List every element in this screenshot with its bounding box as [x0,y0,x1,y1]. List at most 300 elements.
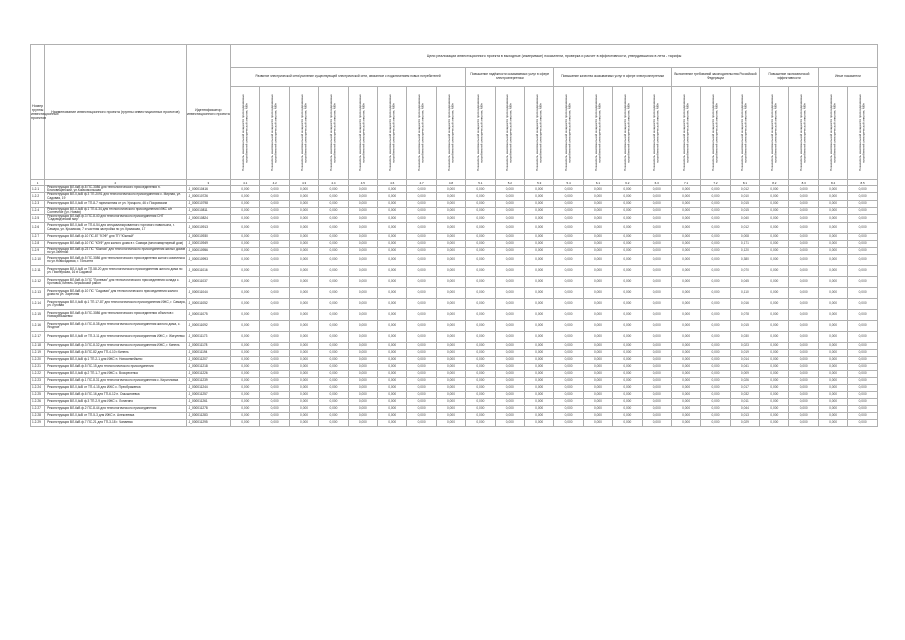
indicator-value: 0,000 [554,378,583,385]
indicator-value: 0,000 [348,233,377,240]
indicator-value: 0,000 [260,413,289,420]
indicator-value: 0,000 [436,200,465,207]
indicator-value: 0,000 [495,413,524,420]
indicator-value: 0,000 [231,222,260,233]
indicator-value: 0,000 [348,240,377,247]
indicator-value: 0,000 [378,413,407,420]
row-index: 1.2.4 [31,207,45,214]
indicator-value: 0,000 [289,371,318,378]
project-name: Реконструкция ВЛ-0,4кВ от ТП-3-11 для технологического присоединения ИЖС, г. Жигулевск [45,332,186,343]
indicator-header-text: Показатель максимальной мощности присоединяемых потребителей электрической энергии, МВт [828,94,837,172]
indicator-value: 0,000 [231,255,260,266]
table-row [31,321,878,332]
project-id: J_000011261 [186,399,230,406]
column-number: 7.2 [701,180,730,186]
indicator-value: 0,000 [348,321,377,332]
indicator-value: 0,000 [642,378,671,385]
indicator-value: 0,000 [231,233,260,240]
row-index: 1.2.7 [31,233,45,240]
indicator-value: 0,000 [701,332,730,343]
indicator-value: 0,000 [760,420,789,427]
indicator-value: 0,000 [319,332,348,343]
column-number: 8.1 [730,180,759,186]
indicator-value: 0,000 [407,332,436,343]
indicator-header [319,87,348,180]
indicator-value: 0,000 [466,364,495,371]
indicator-value: 0,000 [436,392,465,399]
indicator-value: 0,000 [289,240,318,247]
indicator-value: 0,000 [818,321,847,332]
indicator-value: 0,000 [848,288,878,299]
indicator-value: 0,000 [260,240,289,247]
indicator-value: 0,000 [319,343,348,350]
indicator-value: 0,380 [730,255,759,266]
indicator-value: 0,000 [789,247,818,254]
project-id: J_000011226 [186,371,230,378]
indicator-value: 0,000 [524,343,553,350]
indicator-value: 0,000 [495,371,524,378]
indicator-value: 0,000 [642,420,671,427]
indicator-value: 0,000 [260,207,289,214]
indicator-value: 0,000 [466,255,495,266]
indicator-value: 0,000 [407,399,436,406]
indicator-value: 0,000 [701,357,730,364]
table-row [31,420,878,427]
indicator-value: 0,000 [818,277,847,288]
indicator-value: 0,019 [730,350,759,357]
indicator-value: 0,000 [466,299,495,310]
indicator-value: 0,000 [613,350,642,357]
row-index: 1.2.10 [31,255,45,266]
indicator-value: 0,000 [378,247,407,254]
indicator-value: 0,000 [436,310,465,321]
indicator-value: 0,000 [466,247,495,254]
indicator-value: 0,000 [789,255,818,266]
indicator-value: 0,000 [524,321,553,332]
indicator-value: 0,000 [554,299,583,310]
indicator-value: 0,000 [701,378,730,385]
indicator-value: 0,000 [289,299,318,310]
indicator-value: 0,000 [524,247,553,254]
indicator-value: 0,000 [289,277,318,288]
column-number: 5.1 [466,180,495,186]
indicator-value: 0,000 [407,215,436,222]
project-name: Реконструкция ВЛ-6кВ ф.8 ПС-82 для ТП-4-10 г.Кинель [45,350,186,357]
indicator-value: 0,000 [348,193,377,200]
indicator-value: 0,000 [466,385,495,392]
project-id: J_000010416 [186,186,230,193]
indicator-value: 0,000 [407,193,436,200]
project-id: J_000011173 [186,332,230,343]
indicator-value: 0,000 [701,406,730,413]
indicator-value: 0,044 [730,406,759,413]
indicator-value: 0,000 [260,277,289,288]
group-header: Выполнение требований законодательства Российской Федерации [671,68,759,87]
indicator-value: 0,000 [760,200,789,207]
indicator-header [818,87,847,180]
indicator-value: 0,000 [319,266,348,277]
indicator-value: 0,000 [260,247,289,254]
indicator-value: 0,000 [760,240,789,247]
project-id: J_000010811 [186,207,230,214]
indicator-value: 0,000 [495,392,524,399]
indicator-header [524,87,553,180]
indicator-value: 0,110 [730,288,759,299]
indicator-value: 0,000 [260,222,289,233]
indicator-value: 0,000 [789,222,818,233]
indicator-value: 0,000 [701,247,730,254]
indicator-value: 0,000 [407,406,436,413]
indicator-value: 0,000 [319,350,348,357]
indicator-value: 0,000 [613,277,642,288]
project-id: J_000011052 [186,299,230,310]
indicator-value: 0,000 [554,364,583,371]
indicator-value: 0,000 [789,378,818,385]
indicator-value: 0,000 [760,222,789,233]
indicator-value: 0,000 [466,266,495,277]
indicator-value: 0,000 [671,332,700,343]
indicator-value: 0,000 [554,247,583,254]
project-name: Реконструкция ВЛ-6кВ ф.23 ПС "Южная" для технологического присоединения жилых домов по ул.Зеленой [45,247,186,254]
indicator-value: 0,000 [701,420,730,427]
indicator-value: 0,000 [524,364,553,371]
indicator-value: 0,012 [730,186,759,193]
indicator-value: 0,000 [848,255,878,266]
indicator-value: 0,000 [407,266,436,277]
indicator-value: 0,000 [583,310,612,321]
indicator-value: 0,000 [407,371,436,378]
indicator-value: 0,000 [848,266,878,277]
indicator-value: 0,000 [789,299,818,310]
indicator-value: 0,023 [730,343,759,350]
project-name: Реконструкция ВЛ-6кВ ф.1 ПС-8-31 для технологического присоединения с. Кирилловка [45,378,186,385]
indicator-value: 0,000 [818,332,847,343]
indicator-value: 0,000 [613,406,642,413]
indicator-value: 0,000 [378,193,407,200]
project-name: Реконструкция ВЛ-0,4кВ ф.1 ТП-17-87 для технологического присоединения ИЖС, г. Самара, ул. Луговая [45,299,186,310]
indicator-value: 0,000 [613,255,642,266]
indicator-value: 0,000 [701,288,730,299]
indicator-value: 0,000 [818,288,847,299]
indicator-value: 0,000 [289,288,318,299]
column-number: 3 [186,180,230,186]
indicator-value: 0,000 [260,392,289,399]
indicator-value: 0,000 [642,277,671,288]
indicator-value: 0,000 [760,357,789,364]
indicator-value: 0,000 [378,343,407,350]
row-index: 1.2.17 [31,332,45,343]
indicator-value: 0,000 [848,299,878,310]
indicator-value: 0,000 [260,186,289,193]
indicator-value: 0,000 [348,399,377,406]
indicator-value: 0,000 [524,266,553,277]
indicator-value: 0,000 [642,193,671,200]
indicator-value: 0,000 [231,406,260,413]
row-index: 1.2.14 [31,299,45,310]
indicator-value: 0,000 [642,357,671,364]
indicator-value: 0,000 [260,332,289,343]
indicator-value: 0,000 [760,207,789,214]
indicator-header-text: Показатель максимальной мощности присоединяемых потребителей электрической энергии, МВт [593,94,601,172]
indicator-value: 0,000 [348,207,377,214]
indicator-value: 0,000 [495,193,524,200]
indicator-value: 0,000 [848,332,878,343]
indicator-value: 0,000 [378,299,407,310]
indicator-value: 0,000 [319,357,348,364]
indicator-value: 0,000 [818,343,847,350]
indicator-value: 0,000 [495,215,524,222]
indicator-value: 0,000 [583,233,612,240]
indicator-value: 0,000 [466,186,495,193]
indicator-header [613,87,642,180]
indicator-value: 0,000 [524,392,553,399]
indicator-value: 0,000 [289,215,318,222]
indicator-value: 0,000 [289,378,318,385]
column-number: 6.2 [613,180,642,186]
indicator-value: 0,000 [701,310,730,321]
indicator-value: 0,000 [671,310,700,321]
indicator-value: 0,000 [466,240,495,247]
indicator-value: 0,000 [495,186,524,193]
indicator-value: 0,000 [466,357,495,364]
indicator-value: 0,000 [319,364,348,371]
indicator-value: 0,000 [466,371,495,378]
table-row [31,247,878,254]
indicator-value: 0,000 [289,332,318,343]
indicator-value: 0,000 [319,186,348,193]
column-number: 4.4 [319,180,348,186]
indicator-value: 0,000 [524,288,553,299]
indicator-value: 0,000 [466,321,495,332]
row-index: 1.2.2 [31,193,45,200]
indicator-value: 0,000 [260,406,289,413]
indicator-value: 0,000 [818,385,847,392]
indicator-value: 0,000 [466,193,495,200]
indicator-value: 0,000 [436,321,465,332]
indicator-value: 0,000 [701,200,730,207]
indicator-value: 0,000 [319,207,348,214]
indicator-value: 0,000 [466,222,495,233]
indicator-value: 0,000 [260,310,289,321]
indicator-value: 0,000 [319,255,348,266]
project-id: J_000011239 [186,378,230,385]
indicator-value: 0,000 [642,299,671,310]
indicator-value: 0,000 [524,222,553,233]
indicator-value: 0,000 [495,385,524,392]
indicator-value: 0,000 [319,299,348,310]
project-id: J_000010949 [186,240,230,247]
indicator-header [436,87,465,180]
col-header-index: Номер группы инвестиционных проектов [31,45,45,180]
indicator-value: 0,000 [701,350,730,357]
indicator-value: 0,000 [436,350,465,357]
indicator-value: 0,000 [436,255,465,266]
row-index: 1.2.16 [31,321,45,332]
indicator-value: 0,000 [789,215,818,222]
indicator-value: 0,008 [730,233,759,240]
indicator-value: 0,000 [583,247,612,254]
indicator-value: 0,000 [554,266,583,277]
indicator-value: 0,000 [348,343,377,350]
table-row [31,299,878,310]
indicator-value: 0,000 [554,310,583,321]
indicator-value: 0,000 [289,392,318,399]
indicator-value: 0,000 [583,378,612,385]
indicator-value: 0,000 [642,266,671,277]
indicator-value: 0,000 [466,310,495,321]
indicator-value: 0,000 [231,321,260,332]
indicator-value: 0,000 [554,343,583,350]
indicator-value: 0,000 [760,215,789,222]
indicator-value: 0,000 [231,420,260,427]
indicator-value: 0,000 [848,378,878,385]
project-id: J_000010993 [186,255,230,266]
indicator-value: 0,000 [554,350,583,357]
indicator-value: 0,000 [818,357,847,364]
indicator-value: 0,000 [613,357,642,364]
indicator-value: 0,000 [848,233,878,240]
table-row [31,215,878,222]
indicator-value: 0,000 [642,385,671,392]
indicator-value: 0,000 [436,233,465,240]
indicator-value: 0,000 [671,357,700,364]
indicator-value: 0,000 [319,321,348,332]
indicator-value: 0,000 [436,378,465,385]
indicator-value: 0,000 [583,371,612,378]
indicator-value: 0,000 [378,233,407,240]
indicator-value: 0,000 [701,233,730,240]
indicator-value: 0,000 [466,399,495,406]
indicator-value: 0,000 [319,420,348,427]
indicator-value: 0,000 [378,240,407,247]
indicator-value: 0,000 [260,357,289,364]
project-id: J_000011278 [186,406,230,413]
indicator-header-text: Показатель максимальной мощности присоединяемых потребителей электрической энергии, МВт [564,94,572,172]
column-number: 5.4 [554,180,583,186]
indicator-value: 0,000 [495,399,524,406]
indicator-header [642,87,671,180]
indicator-value: 0,000 [760,186,789,193]
indicator-header [671,87,700,180]
indicator-value: 0,000 [613,240,642,247]
indicator-value: 0,000 [760,247,789,254]
indicator-value: 0,000 [524,357,553,364]
indicator-value: 0,012 [730,222,759,233]
indicator-value: 0,000 [760,343,789,350]
indicator-value: 0,000 [231,357,260,364]
indicator-value: 0,026 [730,378,759,385]
investment-table [30,44,878,427]
indicator-value: 0,000 [789,371,818,378]
indicator-value: 0,000 [818,233,847,240]
indicator-value: 0,000 [466,277,495,288]
indicator-value: 0,000 [642,233,671,240]
indicator-value: 0,000 [613,247,642,254]
indicator-value: 0,000 [554,399,583,406]
indicator-value: 0,000 [818,193,847,200]
indicator-value: 0,000 [642,215,671,222]
indicator-value: 0,000 [583,186,612,193]
indicator-value: 0,000 [613,343,642,350]
indicator-value: 0,000 [260,288,289,299]
indicator-header [760,87,789,180]
indicator-value: 0,000 [848,277,878,288]
indicator-value: 0,000 [289,193,318,200]
indicator-value: 0,000 [466,392,495,399]
row-index: 1.2.25 [31,392,45,399]
indicator-value: 0,000 [289,343,318,350]
group-header: Иные показатели [818,68,877,87]
indicator-value: 0,000 [701,321,730,332]
project-id: J_000011244 [186,385,230,392]
indicator-value: 0,000 [436,332,465,343]
indicator-value: 0,000 [231,266,260,277]
indicator-value: 0,000 [407,247,436,254]
indicator-value: 0,000 [554,255,583,266]
indicator-value: 0,000 [613,371,642,378]
project-id: J_000010726 [186,193,230,200]
indicator-value: 0,000 [613,399,642,406]
indicator-value: 0,000 [260,321,289,332]
indicator-value: 0,000 [260,233,289,240]
column-number: 4.1 [231,180,260,186]
indicator-value: 0,000 [524,215,553,222]
row-index: 1.2.29 [31,420,45,427]
indicator-value: 0,000 [554,233,583,240]
indicator-value: 0,000 [583,343,612,350]
indicator-value: 0,000 [407,350,436,357]
indicator-header-text: Показатель максимальной мощности присоединяемых потребителей электрической энергии, МВт [711,94,719,172]
table-row [31,371,878,378]
indicator-value: 0,000 [231,399,260,406]
indicator-value: 0,000 [436,357,465,364]
indicator-value: 0,015 [730,207,759,214]
indicator-value: 0,000 [671,371,700,378]
indicator-value: 0,000 [289,186,318,193]
indicator-value: 0,000 [760,299,789,310]
indicator-value: 0,000 [260,350,289,357]
indicator-value: 0,000 [671,364,700,371]
indicator-value: 0,000 [407,357,436,364]
indicator-value: 0,000 [407,385,436,392]
indicator-value: 0,000 [789,343,818,350]
indicator-value: 0,000 [407,413,436,420]
indicator-value: 0,000 [495,299,524,310]
indicator-value: 0,000 [760,266,789,277]
indicator-value: 0,000 [260,364,289,371]
indicator-value: 0,000 [378,266,407,277]
indicator-header [495,87,524,180]
column-number: 4.3 [289,180,318,186]
indicator-value: 0,000 [466,378,495,385]
indicator-value: 0,000 [407,255,436,266]
indicator-value: 0,000 [436,277,465,288]
indicator-value: 0,000 [436,215,465,222]
indicator-value: 0,000 [436,420,465,427]
indicator-value: 0,000 [554,193,583,200]
indicator-value: 0,000 [583,364,612,371]
indicator-value: 0,000 [760,378,789,385]
indicator-value: 0,000 [671,413,700,420]
indicator-value: 0,000 [760,332,789,343]
indicator-value: 0,000 [701,222,730,233]
indicator-value: 0,000 [818,350,847,357]
indicator-value: 0,120 [730,247,759,254]
row-index: 1.2.26 [31,399,45,406]
indicator-value: 0,000 [848,357,878,364]
indicator-header [554,87,583,180]
indicator-value: 0,000 [760,413,789,420]
